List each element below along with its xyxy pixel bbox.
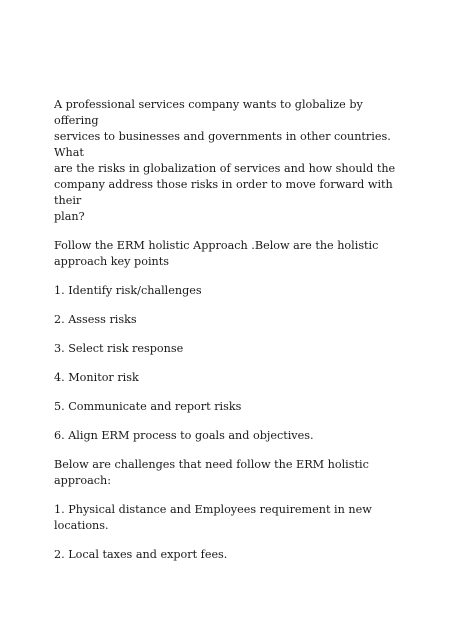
intro-paragraph: A professional services company wants to globalize by offering services to businesses and governments in other countries. What are the risks in globalization of services and how should the company address those risks in order to move forward with their plan? <box>54 98 396 223</box>
challenges-intro: Below are challenges that need follow the ERM holistic approach: <box>54 458 369 487</box>
challenge-1: 1. Physical distance and Employees requirement in new locations. <box>54 503 372 532</box>
approach-intro: Follow the ERM holistic Approach .Below are the holistic approach key points <box>54 239 379 268</box>
challenge-2: 2. Local taxes and export fees. <box>54 548 228 561</box>
key-point-2: 2. Assess risks <box>54 313 137 326</box>
key-point-3: 3. Select risk response <box>54 342 184 355</box>
key-point-1: 1. Identify risk/challenges <box>54 284 202 297</box>
key-point-6: 6. Align ERM process to goals and objectives. <box>54 429 314 442</box>
key-point-4: 4. Monitor risk <box>54 371 139 384</box>
document-body <box>54 97 404 563</box>
key-point-5: 5. Communicate and report risks <box>54 400 242 413</box>
